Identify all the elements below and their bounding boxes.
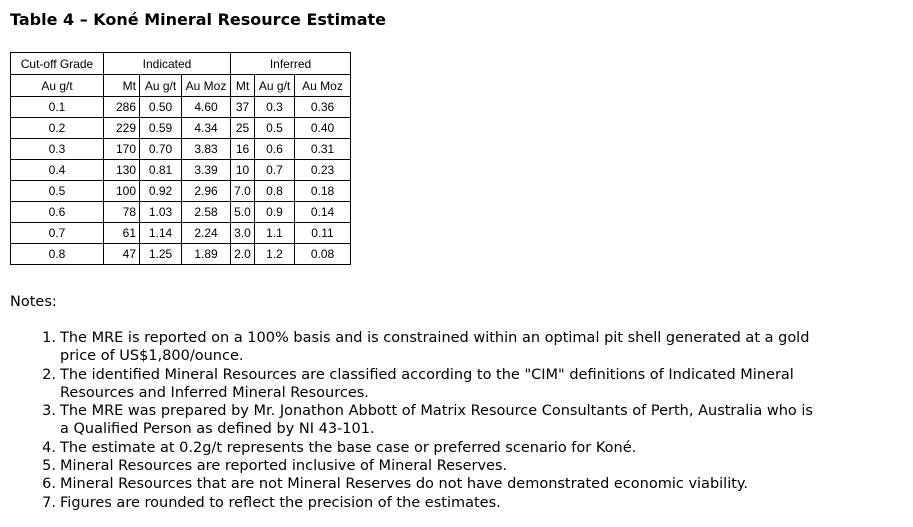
note-text-line: a Qualified Person as defined by NI 43-101. [60, 421, 375, 438]
header-row-groups [11, 53, 351, 75]
cell-inferred-mt: 3.0 [231, 223, 255, 244]
cell-indicated-au-gt: 0.70 [140, 139, 182, 160]
header-cutoff-au-gt: Au g/t [11, 75, 104, 97]
cell-indicated-mt: 130 [104, 160, 140, 181]
header-indicated: Indicated [104, 53, 231, 75]
cell-indicated-au-gt: 0.81 [140, 160, 182, 181]
cell-inferred-mt: 16 [231, 139, 255, 160]
cell-inferred-au-gt: 0.9 [255, 202, 295, 223]
note-item [42, 366, 913, 403]
note-text-line: price of US$1,800/ounce. [60, 348, 244, 365]
cell-indicated-au-gt: 1.14 [140, 223, 182, 244]
cell-cutoff-au-gt: 0.6 [11, 202, 104, 223]
cell-inferred-mt: 7.0 [231, 181, 255, 202]
cell-indicated-au-moz: 1.89 [182, 244, 231, 265]
note-text-line: The MRE was prepared by Mr. Jonathon Abbott of Matrix Resource Consultants of Perth, Australia who is [60, 403, 813, 420]
cell-inferred-au-moz: 0.31 [295, 139, 351, 160]
note-item [42, 329, 913, 366]
cell-inferred-au-moz: 0.40 [295, 118, 351, 139]
note-text-line: Figures are rounded to reflect the precision of the estimates. [60, 494, 501, 511]
note-item [42, 439, 913, 457]
cell-inferred-au-gt: 0.3 [255, 97, 295, 118]
table-row [11, 118, 351, 139]
header-indicated-au-moz: Au Moz [182, 75, 231, 97]
cell-inferred-mt: 2.0 [231, 244, 255, 265]
note-number: 6. [42, 476, 56, 493]
cell-indicated-mt: 61 [104, 223, 140, 244]
note-number: 5. [42, 458, 56, 475]
cell-cutoff-au-gt: 0.3 [11, 139, 104, 160]
cell-indicated-au-gt: 1.25 [140, 244, 182, 265]
cell-cutoff-au-gt: 0.7 [11, 223, 104, 244]
cell-indicated-mt: 229 [104, 118, 140, 139]
note-text-line: Mineral Resources are reported inclusive of Mineral Reserves. [60, 458, 508, 475]
cell-inferred-au-moz: 0.18 [295, 181, 351, 202]
cell-indicated-au-gt: 1.03 [140, 202, 182, 223]
header-inferred-mt: Mt [231, 75, 255, 97]
table-row [11, 139, 351, 160]
cell-inferred-au-moz: 0.11 [295, 223, 351, 244]
cell-indicated-mt: 286 [104, 97, 140, 118]
cell-indicated-au-gt: 0.50 [140, 97, 182, 118]
note-item [42, 457, 913, 475]
table-row [11, 202, 351, 223]
note-number: 4. [42, 439, 56, 456]
cell-indicated-mt: 47 [104, 244, 140, 265]
note-number: 7. [42, 494, 56, 511]
cell-inferred-au-gt: 1.1 [255, 223, 295, 244]
cell-inferred-au-gt: 0.5 [255, 118, 295, 139]
cell-indicated-au-moz: 3.83 [182, 139, 231, 160]
cell-indicated-au-moz: 2.58 [182, 202, 231, 223]
table-row [11, 244, 351, 265]
cell-inferred-mt: 37 [231, 97, 255, 118]
cell-inferred-mt: 5.0 [231, 202, 255, 223]
note-item [42, 402, 913, 439]
note-text-line: Resources and Inferred Mineral Resources. [60, 384, 369, 401]
cell-indicated-mt: 170 [104, 139, 140, 160]
note-text-line: The identified Mineral Resources are classified according to the "CIM" definitions of Indicated Mineral [60, 366, 794, 383]
cell-indicated-mt: 78 [104, 202, 140, 223]
mineral-resource-table [10, 52, 351, 265]
note-text-line: Mineral Resources that are not Mineral Reserves do not have demonstrated economic viability. [60, 476, 749, 493]
cell-inferred-au-moz: 0.23 [295, 160, 351, 181]
note-number: 2. [42, 366, 56, 383]
cell-cutoff-au-gt: 0.1 [11, 97, 104, 118]
table-row [11, 181, 351, 202]
cell-inferred-au-gt: 1.2 [255, 244, 295, 265]
cell-cutoff-au-gt: 0.2 [11, 118, 104, 139]
cell-indicated-au-gt: 0.92 [140, 181, 182, 202]
cell-cutoff-au-gt: 0.5 [11, 181, 104, 202]
header-inferred: Inferred [231, 53, 351, 75]
cell-indicated-au-moz: 2.24 [182, 223, 231, 244]
header-inferred-au-gt: Au g/t [255, 75, 295, 97]
table-title: Table 4 – Koné Mineral Resource Estimate [10, 10, 387, 29]
cell-indicated-au-moz: 2.96 [182, 181, 231, 202]
cell-indicated-mt: 100 [104, 181, 140, 202]
table-row [11, 160, 351, 181]
cell-inferred-mt: 10 [231, 160, 255, 181]
header-indicated-mt: Mt [104, 75, 140, 97]
note-number: 3. [42, 403, 56, 420]
header-indicated-au-gt: Au g/t [140, 75, 182, 97]
cell-inferred-au-gt: 0.8 [255, 181, 295, 202]
cell-inferred-au-gt: 0.7 [255, 160, 295, 181]
header-cutoff-grade: Cut-off Grade [11, 53, 104, 75]
note-number: 1. [42, 330, 56, 346]
table-row [11, 223, 351, 244]
header-row-units [11, 75, 351, 97]
notes-heading: Notes: [10, 294, 57, 310]
cell-indicated-au-moz: 3.39 [182, 160, 231, 181]
notes-list [42, 329, 913, 512]
table-row [11, 97, 351, 118]
header-inferred-au-moz: Au Moz [295, 75, 351, 97]
cell-indicated-au-gt: 0.59 [140, 118, 182, 139]
note-text-line: The estimate at 0.2g/t represents the base case or preferred scenario for Koné. [60, 439, 637, 456]
cell-indicated-au-moz: 4.60 [182, 97, 231, 118]
note-item [42, 475, 913, 493]
cell-inferred-au-moz: 0.36 [295, 97, 351, 118]
cell-inferred-au-moz: 0.08 [295, 244, 351, 265]
cell-cutoff-au-gt: 0.4 [11, 160, 104, 181]
cell-inferred-au-gt: 0.6 [255, 139, 295, 160]
note-item [42, 494, 913, 512]
cell-indicated-au-moz: 4.34 [182, 118, 231, 139]
cell-cutoff-au-gt: 0.8 [11, 244, 104, 265]
note-text-line: The MRE is reported on a 100% basis and is constrained within an optimal pit shell generated at a gold [60, 330, 810, 346]
cell-inferred-au-moz: 0.14 [295, 202, 351, 223]
cell-inferred-mt: 25 [231, 118, 255, 139]
